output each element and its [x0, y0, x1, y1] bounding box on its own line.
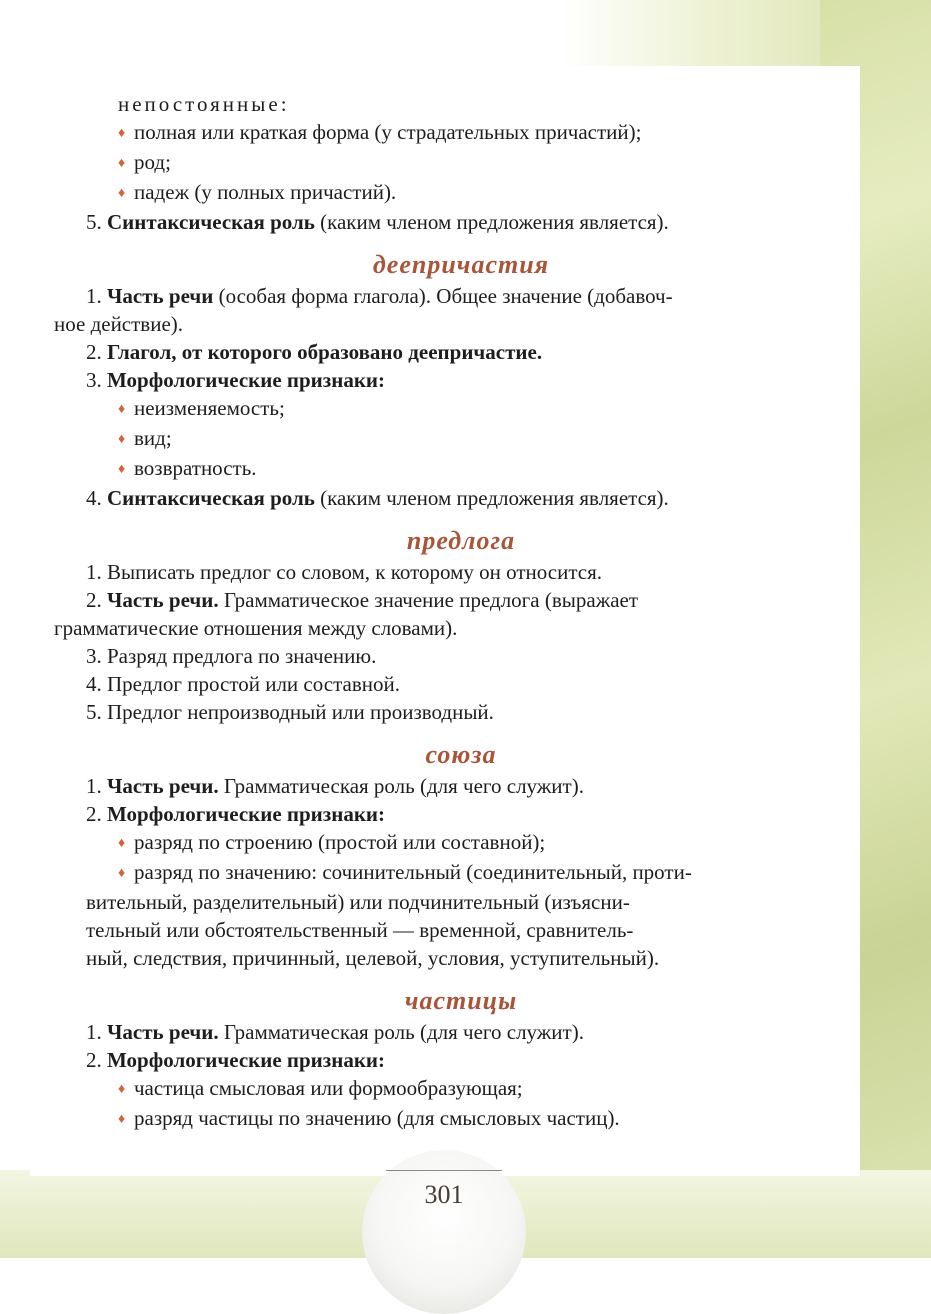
list-item: 3. Морфологические признаки: [86, 368, 386, 392]
list-item: ♦ неизменяемость; [86, 394, 836, 424]
list-item: 1. Часть речи (особая форма глагола). Общее значение (добавоч- [86, 284, 673, 308]
list-item: 2. Морфологические признаки: [86, 802, 386, 826]
page-number-divider [386, 1170, 502, 1171]
list-item: ♦ падеж (у полных причастий). [86, 178, 836, 208]
diamond-bullet-icon: ♦ [118, 462, 126, 477]
list-item: 4. Предлог простой или составной. [86, 672, 400, 696]
list-item-continuation: грамматические отношения между словами). [54, 616, 458, 640]
list-item: ♦ полная или краткая форма (у страдательных причастий); [86, 118, 836, 148]
page-number-badge [362, 1150, 526, 1314]
section-title-gerund: деепричастия [372, 250, 550, 279]
list-item: 4. Синтаксическая роль (каким членом предложения является). [86, 486, 669, 510]
diamond-bullet-icon: ♦ [118, 1112, 126, 1127]
list-item: 5. Синтаксическая роль (каким членом предложения является). [86, 210, 669, 234]
list-item: ♦ разряд частицы по значению (для смысловых частиц). [86, 1104, 836, 1134]
section-title-particle: частицы [404, 986, 518, 1015]
diamond-bullet-icon: ♦ [118, 126, 126, 141]
list-item: ♦ род; [86, 148, 836, 178]
list-item: 2. Морфологические признаки: [86, 1048, 386, 1072]
list-item-continuation: ное действие). [54, 312, 184, 336]
list-item: ♦ разряд по значению: сочинительный (соединительный, проти- [86, 858, 836, 888]
list-item: 1. Часть речи. Грамматическая роль (для чего служит). [86, 774, 584, 798]
list-item: 2. Глагол, от которого образовано деепричастие. [86, 340, 543, 364]
list-item: 1. Выписать предлог со словом, к которому он относится. [86, 560, 603, 584]
list-item: 1. Часть речи. Грамматическая роль (для чего служит). [86, 1020, 584, 1044]
list-item: 2. Часть речи. Грамматическое значение предлога (выражает [86, 588, 639, 612]
list-item: ♦ разряд по строению (простой или составной); [86, 828, 836, 858]
list-item: ♦ вид; [86, 424, 836, 454]
list-item: 3. Разряд предлога по значению. [86, 644, 377, 668]
list-item-continuation: ный, следствия, причинный, целевой, условия, уступительный). [86, 946, 660, 970]
page-content [54, 90, 836, 1134]
intro-heading: непостоянные: [118, 92, 290, 116]
section-title-conjunction: союза [425, 740, 497, 769]
diamond-bullet-icon: ♦ [118, 866, 126, 881]
diamond-bullet-icon: ♦ [118, 156, 126, 171]
list-item-continuation: вительный, разделительный) или подчинительный (изъясни- [86, 890, 630, 914]
diamond-bullet-icon: ♦ [118, 432, 126, 447]
page-number: 301 [424, 1180, 464, 1209]
list-item: ♦ частица смысловая или формообразующая; [86, 1074, 836, 1104]
diamond-bullet-icon: ♦ [118, 402, 126, 417]
diamond-bullet-icon: ♦ [118, 186, 126, 201]
diamond-bullet-icon: ♦ [118, 836, 126, 851]
section-title-preposition: предлога [406, 526, 516, 555]
list-item: ♦ возвратность. [86, 454, 836, 484]
diamond-bullet-icon: ♦ [118, 1082, 126, 1097]
list-item-continuation: тельный или обстоятельственный — временной, сравнитель- [86, 918, 634, 942]
list-item: 5. Предлог непроизводный или производный. [86, 700, 494, 724]
